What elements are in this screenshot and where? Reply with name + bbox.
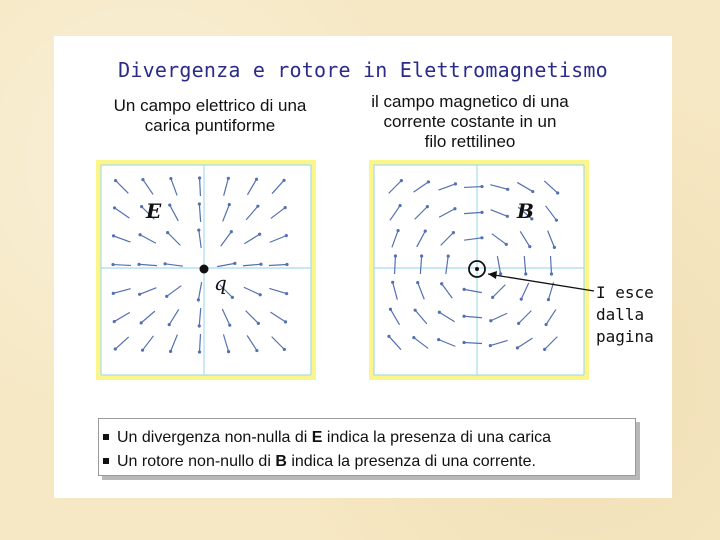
b-field-vector-tip <box>391 281 394 284</box>
electric-field-caption: Un campo elettrico di una carica puntiforme <box>113 96 307 135</box>
b-field-vector-tip <box>520 298 523 301</box>
b-field-vector-tip <box>550 272 553 275</box>
e-field-vector-tip <box>198 350 201 353</box>
b-field-vector-tip <box>394 254 397 257</box>
e-field-vector-tip <box>166 231 169 234</box>
bullet-marker <box>103 458 109 464</box>
b-field-vector-tip <box>524 272 527 275</box>
e-field-vector-tip <box>112 292 115 295</box>
e-field-vector-tip <box>168 323 171 326</box>
b-field-vector-tip <box>462 341 465 344</box>
e-field-vector-tip <box>169 350 172 353</box>
b-field-vector-tip <box>427 180 430 183</box>
b-field-vector-tip <box>387 335 390 338</box>
e-field-vector-tip <box>169 177 172 180</box>
b-field-vector-tip <box>389 308 392 311</box>
slide-title: Divergenza e rotore in Elettromagnetismo <box>118 58 608 82</box>
e-field-vector-tip <box>285 292 288 295</box>
electric-field-symbol: E <box>146 199 162 223</box>
current-direction-note: I esce dalla pagina <box>596 283 654 346</box>
e-field-vector-tip <box>114 347 117 350</box>
e-field-vector-tip <box>284 206 287 209</box>
b-field-vector-tip <box>452 231 455 234</box>
b-field-vector-tip <box>440 282 443 285</box>
b-field-vector-tip <box>480 211 483 214</box>
slide <box>54 36 672 498</box>
b-field-vector-tip <box>555 219 558 222</box>
b-field-vector-tip <box>462 315 465 318</box>
wire-dot <box>475 267 479 271</box>
e-field-vector-tip <box>256 205 259 208</box>
e-field-vector-tip <box>233 262 236 265</box>
e-field-vector-tip <box>141 349 144 352</box>
b-field-vector-tip <box>420 254 423 257</box>
e-field-vector-tip <box>227 350 230 353</box>
b-field-vector-tip <box>416 281 419 284</box>
b-field-vector-tip <box>400 179 403 182</box>
e-field-vector-tip <box>198 324 201 327</box>
e-field-vector-tip <box>137 263 140 266</box>
e-field-vector-tip <box>284 320 287 323</box>
e-field-vector-tip <box>228 203 231 206</box>
e-field-vector-tip <box>259 263 262 266</box>
b-field-vector-tip <box>426 205 429 208</box>
bullet-box <box>98 418 636 476</box>
b-field-vector-tip <box>424 229 427 232</box>
b-field-vector-tip <box>531 190 534 193</box>
e-field-vector-tip <box>198 202 201 205</box>
e-field-vector-tip <box>138 233 141 236</box>
b-field-vector-tip <box>447 254 450 257</box>
e-field-vector-tip <box>163 262 166 265</box>
magnetic-field-diagram <box>369 160 589 380</box>
e-field-vector-tip <box>259 293 262 296</box>
e-field-vector-tip <box>197 228 200 231</box>
b-field-vector-tip <box>463 288 466 291</box>
e-field-vector-tip <box>231 296 234 299</box>
e-field-vector-tip <box>257 322 260 325</box>
e-field-vector-tip <box>141 178 144 181</box>
point-charge <box>200 265 209 274</box>
bullet-divergence: Un divergenza non-nulla di E indica la presenza di una carica <box>103 429 551 447</box>
e-field-vector-tip <box>111 263 114 266</box>
e-field-vector-tip <box>283 348 286 351</box>
b-field-vector-tip <box>553 246 556 249</box>
b-field-vector-tip <box>556 191 559 194</box>
e-field-vector-tip <box>255 349 258 352</box>
b-field-vector-tip <box>547 298 550 301</box>
e-field-vector-tip <box>140 205 143 208</box>
e-field-vector-tip <box>197 298 200 301</box>
e-field-vector-tip <box>140 321 143 324</box>
e-field-vector-tip <box>165 295 168 298</box>
b-field-vector-tip <box>489 319 492 322</box>
b-field-vector-tip <box>437 338 440 341</box>
electric-field-diagram <box>96 160 316 380</box>
b-field-vector-tip <box>516 346 519 349</box>
b-field-vector-tip <box>396 229 399 232</box>
b-field-vector-tip <box>480 236 483 239</box>
b-field-vector-tip <box>414 309 417 312</box>
b-field-vector-tip <box>528 245 531 248</box>
b-field-vector-tip <box>543 348 546 351</box>
e-field-vector-tip <box>255 178 258 181</box>
bullet-curl: Un rotore non-nullo di B indica la presenza di una corrente. <box>103 453 536 471</box>
e-field-vector-tip <box>230 230 233 233</box>
e-field-vector-tip <box>113 206 116 209</box>
e-field-vector-tip <box>285 263 288 266</box>
bullet-marker <box>103 434 109 440</box>
b-field-vector-tip <box>506 188 509 191</box>
e-field-vector-tip <box>282 179 285 182</box>
b-field-vector-tip <box>454 182 457 185</box>
e-field-vector-tip <box>198 176 201 179</box>
e-field-vector-tip <box>168 203 171 206</box>
e-field-vector-tip <box>112 234 115 237</box>
b-field-vector-tip <box>545 323 548 326</box>
magnetic-field-symbol: B <box>517 199 534 223</box>
b-field-vector-tip <box>489 344 492 347</box>
b-field-vector-tip <box>453 207 456 210</box>
b-field-vector-tip <box>491 296 494 299</box>
e-field-vector-tip <box>285 234 288 237</box>
b-field-vector-tip <box>505 243 508 246</box>
e-field-vector-tip <box>113 320 116 323</box>
e-field-vector-tip <box>227 177 230 180</box>
b-field-vector-tip <box>517 322 520 325</box>
e-field-vector-tip <box>228 324 231 327</box>
charge-label: q <box>214 271 227 295</box>
e-field-vector-tip <box>138 293 141 296</box>
e-field-vector-tip <box>258 233 261 236</box>
b-field-vector-tip <box>398 204 401 207</box>
magnetic-field-caption: il campo magnetico di una corrente costante in un filo rettilineo <box>371 92 569 151</box>
b-field-vector-tip <box>499 272 502 275</box>
b-field-vector-tip <box>506 215 509 218</box>
b-field-vector-tip <box>480 185 483 188</box>
b-field-vector-tip <box>412 336 415 339</box>
magnetic-field-plot <box>369 160 589 380</box>
b-field-vector-tip <box>438 311 441 314</box>
electric-field-plot <box>96 160 316 380</box>
e-field-vector-tip <box>114 179 117 182</box>
